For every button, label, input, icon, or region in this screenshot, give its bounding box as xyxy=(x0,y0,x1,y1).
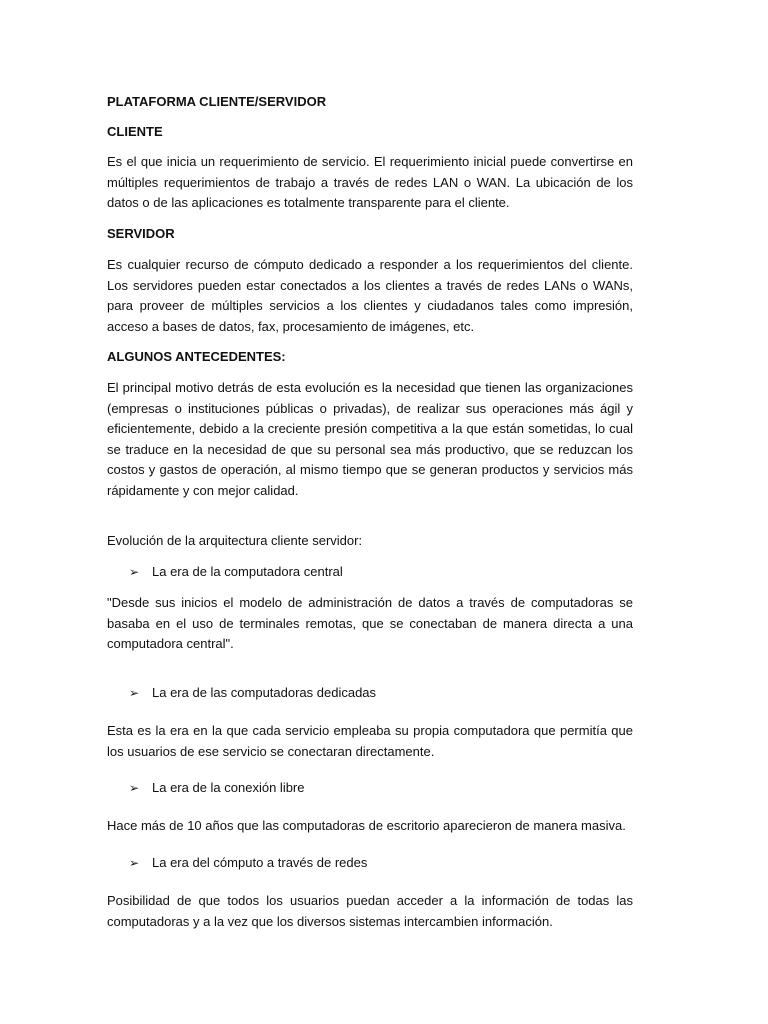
era-paragraph: "Desde sus inicios el modelo de administración de datos a través de computadoras se basaba en el uso de terminales remotas, que se conectaban de manera directa a una computadora central". xyxy=(107,595,633,652)
arrowhead-bullet-icon: ➢ xyxy=(129,565,140,579)
evolucion-intro: Evolución de la arquitectura cliente servidor: xyxy=(107,533,363,548)
arrowhead-bullet-icon: ➢ xyxy=(129,686,140,700)
era-title: La era de la computadora central xyxy=(152,564,343,579)
era-bullet-item xyxy=(129,683,376,703)
era-title: La era de la conexión libre xyxy=(152,780,305,795)
era-title: La era del cómputo a través de redes xyxy=(152,855,368,870)
servidor-heading: SERVIDOR xyxy=(107,226,175,241)
cliente-heading: CLIENTE xyxy=(107,124,163,139)
era-bullet-item xyxy=(129,853,367,873)
cliente-paragraph: Es el que inicia un requerimiento de servicio. El requerimiento inicial puede convertirse en múltiples requerimientos de trabajo a través de redes LAN o WAN. La ubicación de los datos o de las aplicaciones es totalmente transparente para el cliente. xyxy=(107,154,633,211)
document-title: PLATAFORMA CLIENTE/SERVIDOR xyxy=(107,94,327,109)
antecedentes-paragraph: El principal motivo detrás de esta evolución es la necesidad que tienen las organizaciones (empresas o instituciones públicas o privadas), de realizar sus operaciones más ágil y eficientemente, debido a la creciente presión competitiva a la que están sometidas, lo cual se traduce en la necesidad de que su personal sea más productivo, que se reduzcan los costos y gastos de operación, al mismo tiempo que se generan productos y servicios más rápidamente y con mejor calidad. xyxy=(107,380,633,498)
arrowhead-bullet-icon: ➢ xyxy=(129,856,140,870)
era-title: La era de las computadoras dedicadas xyxy=(152,685,377,700)
antecedentes-heading: ALGUNOS ANTECEDENTES: xyxy=(107,349,286,364)
era-paragraph: Esta es la era en la que cada servicio empleaba su propia computadora que permitía que los usuarios de ese servicio se conectaran directamente. xyxy=(107,723,633,759)
arrowhead-bullet-icon: ➢ xyxy=(129,781,140,795)
era-paragraph: Hace más de 10 años que las computadoras de escritorio aparecieron de manera masiva. xyxy=(107,818,626,833)
era-bullet-item xyxy=(129,562,343,582)
era-paragraph: Posibilidad de que todos los usuarios puedan acceder a la información de todas las computadoras y a la vez que los diversos sistemas intercambien información. xyxy=(107,893,633,929)
era-bullet-item xyxy=(129,778,305,798)
servidor-paragraph: Es cualquier recurso de cómputo dedicado a responder a los requerimientos del cliente. Los servidores pueden estar conectados a los clientes a través de redes LANs o WANs, para proveer de múltiples servicios a los clientes y ciudadanos tales como impresión, acceso a bases de datos, fax, procesamiento de imágenes, etc. xyxy=(107,257,633,334)
